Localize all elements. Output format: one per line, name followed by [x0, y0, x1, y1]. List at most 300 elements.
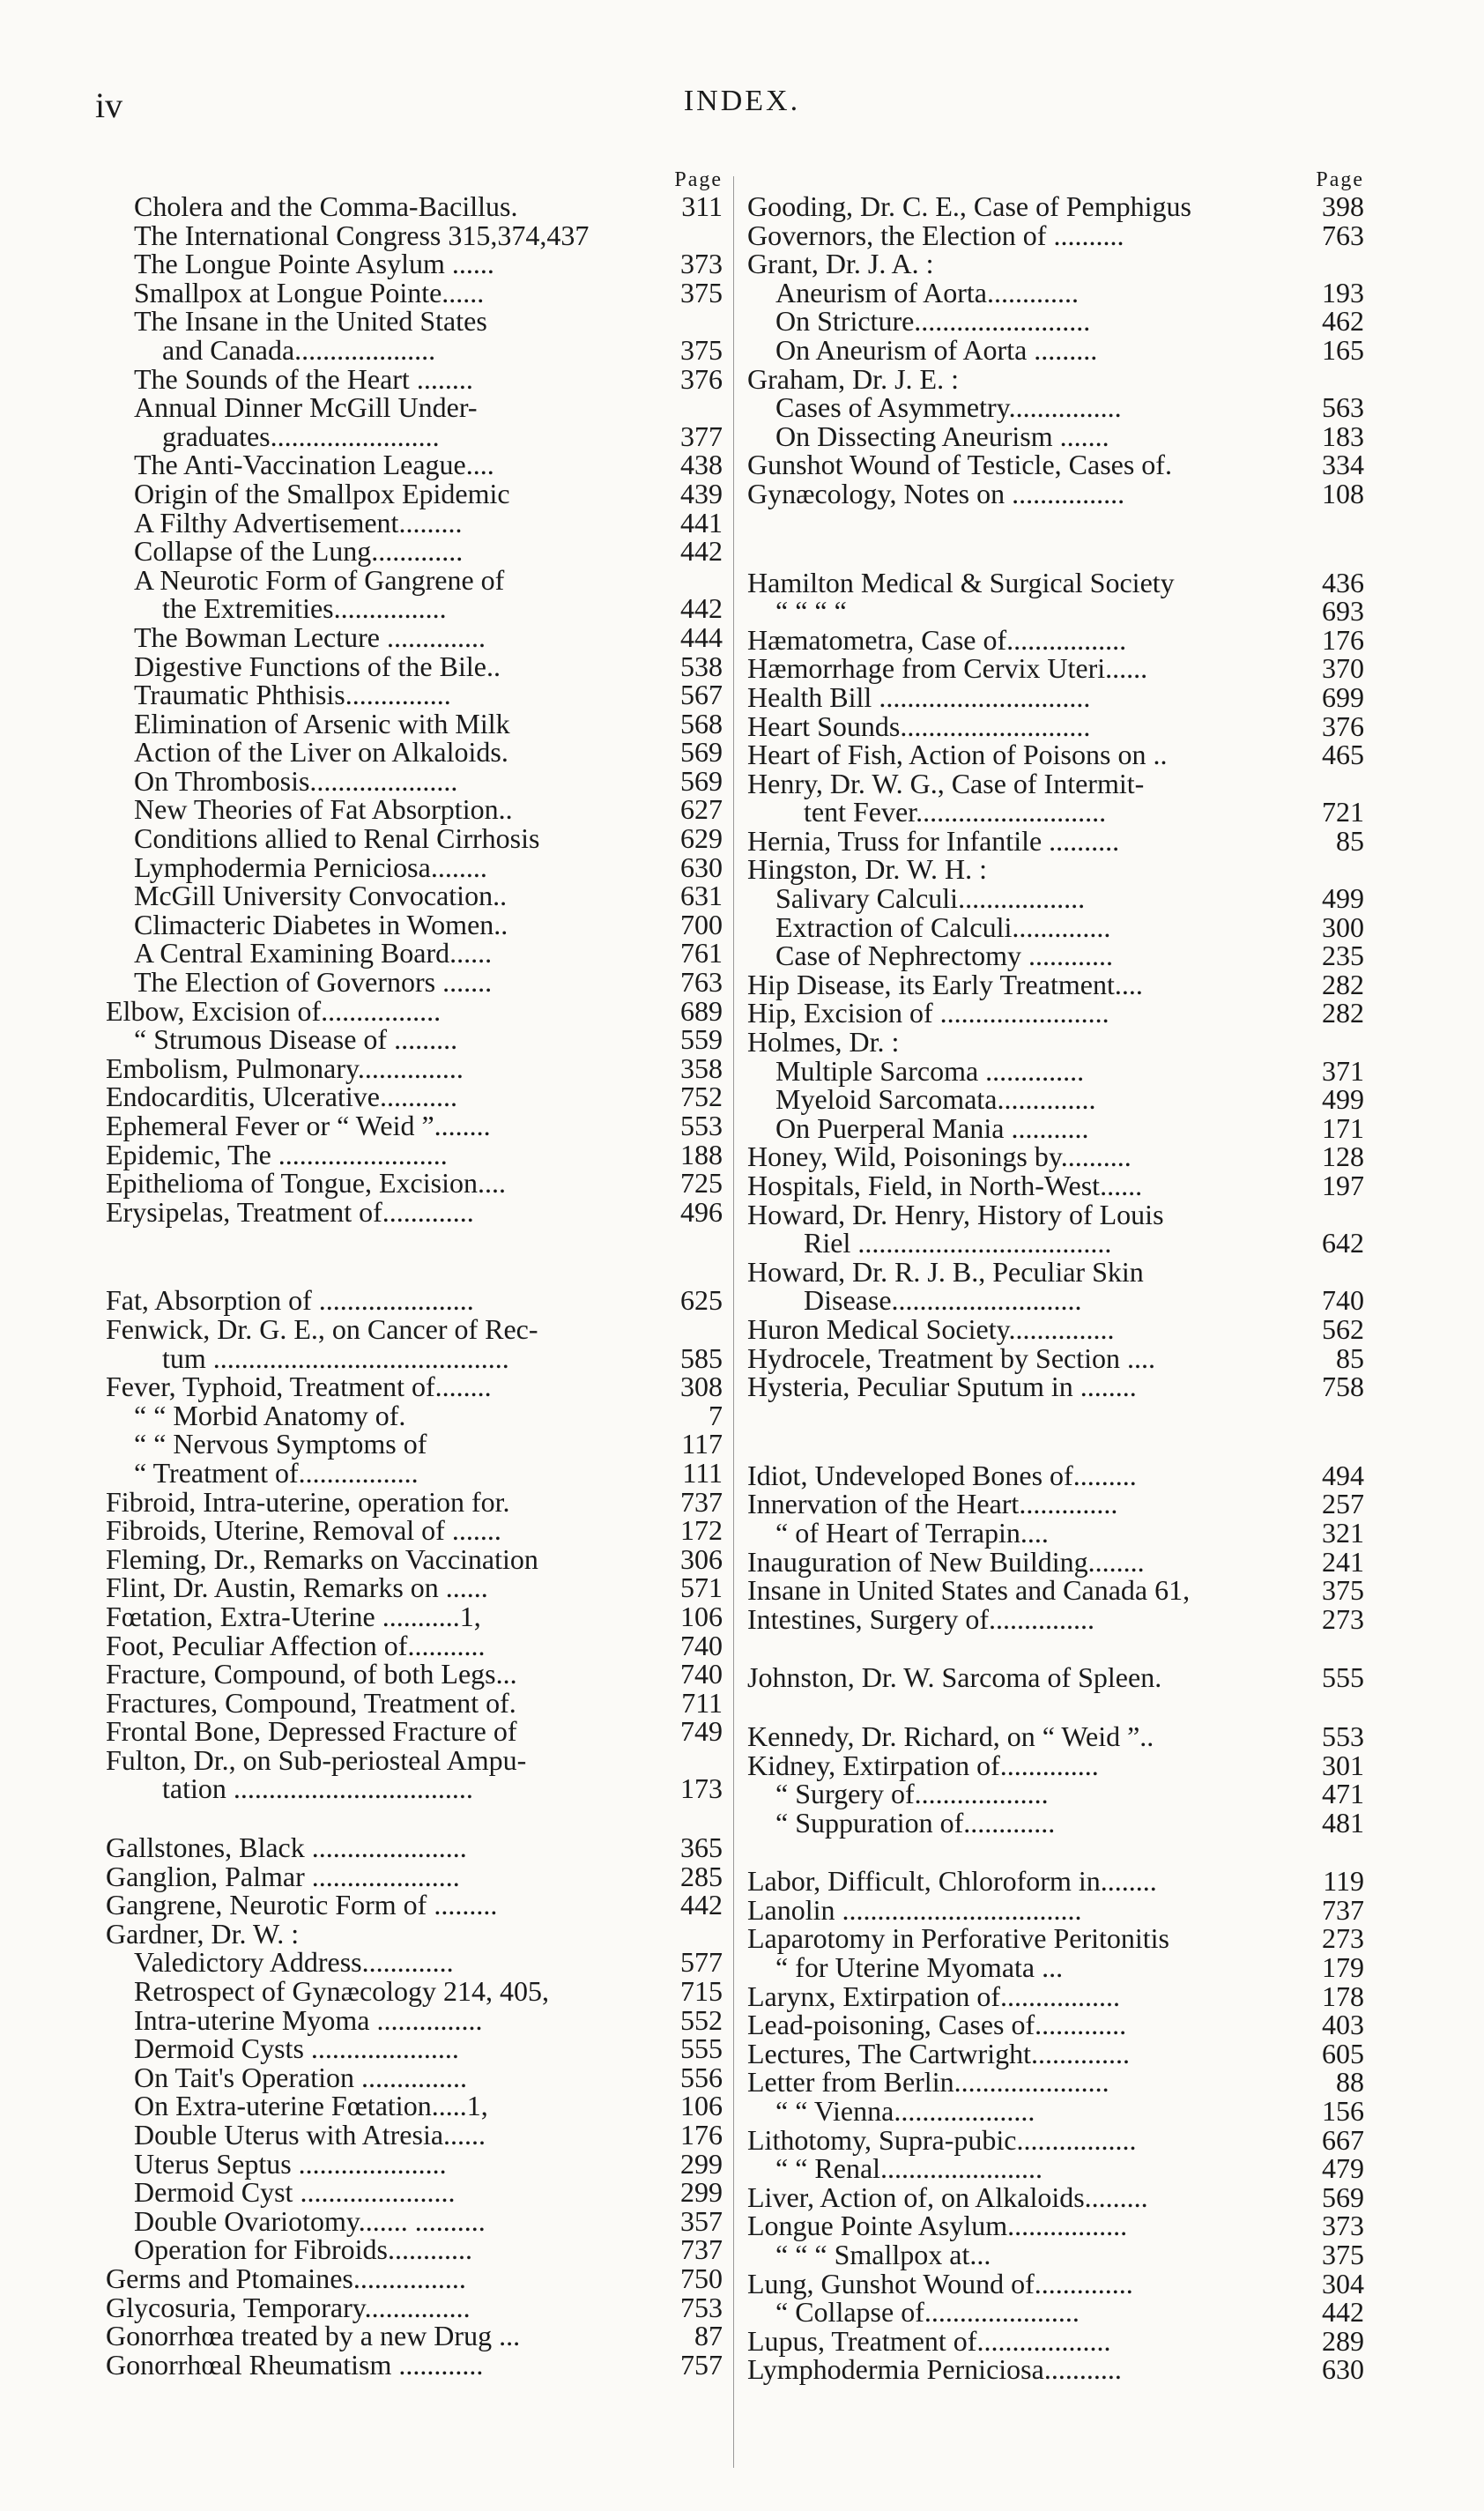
- index-entry: [747, 2068, 1364, 2097]
- index-entry-text: tent Fever...........................: [804, 796, 1107, 828]
- index-entry-text: “ “ “ Smallpox at...: [775, 2239, 991, 2270]
- index-entry-page: 193: [1322, 276, 1364, 308]
- index-entry-text: Holmes, Dr. :: [747, 1026, 900, 1059]
- index-entry: [747, 654, 1364, 683]
- index-entry-text: Letter from Berlin......................: [747, 2066, 1109, 2099]
- index-entry-text: tation ..................................: [162, 1772, 473, 1805]
- index-entry: [747, 1602, 1364, 1635]
- index-entry: [747, 680, 1364, 713]
- index-entry-text: Lectures, The Cartwright..............: [747, 2037, 1130, 2069]
- index-entry: [747, 1663, 1364, 1692]
- index-entry: [747, 910, 1364, 943]
- index-entry-page: 128: [1322, 1140, 1364, 1173]
- index-entry: [747, 1692, 1364, 1722]
- index-entry-page: 757: [680, 2348, 723, 2381]
- index-entry-text: Honey, Wild, Poisonings by..........: [747, 1140, 1132, 1173]
- index-entry: [747, 1286, 1364, 1315]
- index-entry: [747, 2298, 1364, 2327]
- index-entry: [106, 652, 723, 681]
- index-entry: [106, 1833, 723, 1862]
- index-entry-page: 183: [1322, 420, 1364, 452]
- index-entry-text: Laparotomy in Perforative Peritonitis: [747, 1922, 1169, 1955]
- index-entry-text: Hydrocele, Treatment by Section ....: [747, 1341, 1156, 1374]
- index-entry: [747, 2324, 1364, 2357]
- index-entry-text: Howard, Dr. R. J. B., Peculiar Skin: [747, 1255, 1144, 1288]
- index-entry: [747, 221, 1364, 250]
- index-entry: [747, 1111, 1364, 1144]
- index-entry-text: A Neurotic Form of Gangrene of: [134, 563, 505, 596]
- index-entry-page: 538: [680, 650, 723, 682]
- index-entry-text: Gunshot Wound of Testicle, Cases of.: [747, 449, 1172, 481]
- index-entry-text: Annual Dinner McGill Under-: [134, 391, 478, 424]
- index-entry-text: Fibroid, Intra-uterine, operation for.: [106, 1485, 510, 1518]
- index-entry-text: Gooding, Dr. C. E., Case of Pemphigus: [747, 190, 1191, 222]
- running-head: INDEX.: [683, 85, 801, 117]
- index-entry: [106, 2235, 723, 2264]
- index-entry: [106, 1111, 723, 1140]
- index-entry: [106, 968, 723, 997]
- index-entry-page: 436: [1322, 566, 1364, 598]
- index-entry-page: 761: [680, 937, 723, 969]
- index-entry-text: Double Ovariotomy....... ..........: [134, 2204, 486, 2237]
- index-entry-text: “ Treatment of.................: [134, 1456, 419, 1489]
- index-entry-text: Intestines, Surgery of...............: [747, 1602, 1095, 1635]
- index-entry-text: The Election of Governors .......: [134, 966, 493, 999]
- index-entry-text: Disease...........................: [804, 1284, 1082, 1317]
- index-entry: [747, 307, 1364, 336]
- index-entry-page: 304: [1322, 2267, 1364, 2299]
- index-entry-text: Gangrene, Neurotic Form of .........: [106, 1889, 498, 1921]
- index-entry-page: 631: [680, 880, 723, 912]
- index-entry: [747, 249, 1364, 279]
- index-entry-page: 715: [680, 1975, 723, 2008]
- index-entry: [747, 393, 1364, 422]
- index-entry: [747, 798, 1364, 827]
- index-entry-text: Cholera and the Comma-Bacillus.: [134, 190, 518, 222]
- index-entry: [747, 941, 1364, 970]
- index-entry-text: Fleming, Dr., Remarks on Vaccination: [106, 1542, 538, 1575]
- index-entry: [747, 1633, 1364, 1663]
- index-entry: [106, 620, 723, 653]
- index-entry: [106, 1891, 723, 1920]
- index-entry-page: 689: [680, 994, 723, 1027]
- index-entry-text: Germs and Ptomaines................: [106, 2262, 466, 2294]
- index-entry: [747, 2211, 1364, 2240]
- index-entry-page: 376: [680, 362, 723, 395]
- index-entry-text: Retrospect of Gynæcology 214, 405,: [134, 1975, 550, 2008]
- index-entry-text: Johnston, Dr. W. Sarcoma of Spleen.: [747, 1661, 1162, 1694]
- index-entry-text: Innervation of the Heart..............: [747, 1488, 1118, 1520]
- index-entry-page: 87: [694, 2320, 723, 2352]
- index-entry: [106, 680, 723, 709]
- right-index-list: [747, 192, 1364, 2384]
- index-entry-text: Digestive Functions of the Bile..: [134, 650, 501, 682]
- index-entry: [106, 910, 723, 940]
- index-entry-page: 301: [1322, 1749, 1364, 1781]
- index-entry-page: 737: [1322, 1893, 1364, 1926]
- index-entry-text: On Extra-uterine Fœtation.....1,: [134, 2090, 488, 2122]
- index-entry: [747, 1171, 1364, 1200]
- index-entry-page: 740: [680, 1658, 723, 1690]
- index-entry: [747, 1229, 1364, 1258]
- index-entry: [106, 2003, 723, 2036]
- index-entry-page: 365: [680, 1831, 723, 1864]
- index-entry-text: Extraction of Calculi..............: [775, 910, 1111, 943]
- index-entry-text: Fibroids, Uterine, Removal of .......: [106, 1514, 501, 1547]
- index-entry: [747, 1054, 1364, 1087]
- index-entry-page: 373: [1322, 2210, 1364, 2242]
- index-entry-text: Fractures, Compound, Treatment of.: [106, 1686, 516, 1719]
- index-entry: [747, 2355, 1364, 2384]
- index-entry: [747, 970, 1364, 999]
- index-entry: [106, 1686, 723, 1719]
- index-entry-page: 241: [1322, 1545, 1364, 1578]
- index-entry-text: On Dissecting Aneurism .......: [775, 420, 1109, 452]
- index-entry: [747, 824, 1364, 857]
- index-entry: [747, 1372, 1364, 1401]
- index-entry-page: 377: [680, 420, 723, 452]
- index-entry-page: 569: [680, 764, 723, 797]
- index-entry: [106, 479, 723, 509]
- index-entry: [747, 1722, 1364, 1751]
- index-entry-page: 494: [1322, 1459, 1364, 1491]
- index-entry-text: Myeloid Sarcomata..............: [775, 1083, 1096, 1116]
- index-entry: [747, 276, 1364, 308]
- index-entry-page: 763: [680, 966, 723, 999]
- index-entry: [106, 1372, 723, 1401]
- index-entry: [106, 2178, 723, 2207]
- index-entry-text: The Anti-Vaccination League....: [134, 449, 494, 481]
- index-entry-text: Henry, Dr. W. G., Case of Intermit-: [747, 767, 1145, 799]
- index-entry: [747, 769, 1364, 799]
- index-entry-text: Uterus Septus .....................: [134, 2147, 447, 2180]
- index-entry-text: tum ..........................................: [162, 1341, 509, 1374]
- index-entry: [747, 192, 1364, 221]
- index-entry: [747, 479, 1364, 509]
- page-number: iv: [95, 85, 123, 125]
- index-entry-text: Elbow, Excision of.................: [106, 994, 441, 1027]
- index-entry: [106, 307, 723, 336]
- index-entry-page: 752: [680, 1081, 723, 1113]
- index-entry: [106, 1948, 723, 1977]
- index-entry-text: Frontal Bone, Depressed Fracture of: [106, 1715, 517, 1748]
- index-entry-page: 375: [680, 276, 723, 308]
- index-entry-page: 438: [680, 449, 723, 481]
- index-entry-page: 165: [1322, 333, 1364, 366]
- index-entry-page: 439: [680, 477, 723, 509]
- index-entry-text: “ “ Vienna....................: [775, 2095, 1035, 2128]
- index-entry-page: 308: [680, 1371, 723, 1403]
- index-entry-text: Foot, Peculiar Affection of...........: [106, 1629, 486, 1661]
- index-entry: [106, 2121, 723, 2150]
- index-entry-page: 106: [680, 2090, 723, 2122]
- index-entry: [747, 1893, 1364, 1926]
- index-entry: [106, 853, 723, 882]
- index-entry-page: 444: [680, 620, 723, 653]
- index-entry-text: Howard, Dr. Henry, History of Louis: [747, 1198, 1164, 1230]
- index-entry-page: 88: [1336, 2066, 1364, 2099]
- index-entry: [106, 1516, 723, 1545]
- index-entry-page: 321: [1322, 1516, 1364, 1549]
- index-entry-page: 156: [1322, 2095, 1364, 2128]
- index-entry: [747, 2010, 1364, 2039]
- index-entry-text: Labor, Difficult, Chloroform in........: [747, 1865, 1157, 1898]
- index-entry: [106, 563, 723, 596]
- index-entry-text: Flint, Dr. Austin, Remarks on ......: [106, 1571, 488, 1604]
- index-entry-text: Grant, Dr. J. A. :: [747, 248, 934, 280]
- index-entry: [106, 795, 723, 824]
- index-entry-text: Insane in United States and Canada 61,: [747, 1574, 1191, 1607]
- index-entry-text: Erysipelas, Treatment of.............: [106, 1195, 474, 1228]
- index-entry-text: The Longue Pointe Asylum ......: [134, 248, 494, 280]
- index-entry-page: 630: [680, 851, 723, 883]
- index-entry-page: 753: [680, 2291, 723, 2323]
- index-entry-page: 630: [1322, 2353, 1364, 2386]
- index-entry-page: 569: [1322, 2180, 1364, 2213]
- index-entry: [747, 884, 1364, 913]
- index-entry: [106, 221, 723, 250]
- index-entry-page: 569: [680, 736, 723, 769]
- index-entry-text: Huron Medical Society...............: [747, 1312, 1115, 1345]
- index-entry: [747, 1779, 1364, 1809]
- index-entry: [106, 1226, 723, 1256]
- index-entry-text: A Filthy Advertisement.........: [134, 506, 463, 539]
- index-entry-text: Fenwick, Dr. G. E., on Cancer of Rec-: [106, 1312, 538, 1345]
- index-entry: [106, 939, 723, 968]
- index-entry-text: The Insane in the United States: [134, 305, 487, 338]
- index-entry-text: “ “ “ “: [775, 595, 847, 628]
- index-entry: [747, 1461, 1364, 1490]
- index-entry-text: graduates........................: [162, 420, 440, 452]
- index-entry: [106, 2322, 723, 2351]
- index-entry-page: 108: [1322, 477, 1364, 509]
- index-entry-page: 178: [1322, 1980, 1364, 2012]
- index-entry-text: Lead-poisoning, Cases of.............: [747, 2009, 1127, 2041]
- index-entry-page: 375: [1322, 2239, 1364, 2270]
- index-entry: [747, 1312, 1364, 1345]
- index-entry: [106, 1169, 723, 1198]
- index-entry: [747, 1142, 1364, 1171]
- index-entry: [106, 594, 723, 623]
- index-entry-text: Fever, Typhoid, Treatment of........: [106, 1371, 492, 1403]
- index-entry-page: 627: [680, 793, 723, 826]
- index-entry-text: Idiot, Undeveloped Bones of.........: [747, 1459, 1137, 1491]
- index-entry-page: 299: [680, 2176, 723, 2209]
- index-entry-page: 479: [1322, 2152, 1364, 2185]
- index-entry: [747, 1982, 1364, 2011]
- index-entry-text: “ Surgery of...................: [775, 1778, 1049, 1810]
- index-entry: [106, 1341, 723, 1374]
- index-entry-text: Climacteric Diabetes in Women..: [134, 908, 508, 940]
- index-entry-text: Elimination of Arsenic with Milk: [134, 707, 510, 739]
- index-entry: [747, 597, 1364, 626]
- index-entry-page: 282: [1322, 968, 1364, 1000]
- index-entry: [106, 2264, 723, 2293]
- index-entry: [747, 362, 1364, 395]
- index-entry-text: the Extremities................: [162, 592, 447, 625]
- index-entry-page: 376: [1322, 709, 1364, 742]
- index-entry-page: 568: [680, 707, 723, 739]
- index-entry-page: 111: [682, 1456, 723, 1489]
- index-entry-page: 496: [680, 1195, 723, 1228]
- index-entry-page: 334: [1322, 449, 1364, 481]
- index-entry-page: 188: [680, 1138, 723, 1170]
- index-entry: [106, 2348, 723, 2381]
- index-entry-page: 117: [681, 1428, 723, 1460]
- index-entry-text: Multiple Sarcoma ..............: [775, 1054, 1085, 1087]
- index-entry-page: 257: [1322, 1488, 1364, 1520]
- index-entry-page: 749: [680, 1715, 723, 1748]
- index-entry: [106, 422, 723, 451]
- index-entry-page: 585: [680, 1341, 723, 1374]
- index-entry-text: Ephemeral Fever or “ Weid ”........: [106, 1110, 491, 1141]
- index-entry: [106, 1082, 723, 1111]
- index-entry-text: Epithelioma of Tongue, Excision....: [106, 1167, 506, 1200]
- index-entry: [106, 393, 723, 422]
- index-entry-page: 571: [680, 1571, 723, 1604]
- index-entry-text: Gonorrhœal Rheumatism ............: [106, 2348, 484, 2381]
- index-entry: [747, 1837, 1364, 1867]
- index-entry-page: 555: [680, 2032, 723, 2065]
- index-entry-page: 563: [1322, 391, 1364, 424]
- right-page-heading: Page: [1316, 168, 1364, 191]
- index-entry-text: Embolism, Pulmonary...............: [106, 1051, 464, 1084]
- index-entry: [747, 450, 1364, 479]
- index-entry-text: On Tait's Operation ...............: [134, 2061, 467, 2093]
- index-entry: [747, 1576, 1364, 1605]
- index-entry-text: Liver, Action of, on Alkaloids.........: [747, 2180, 1148, 2213]
- index-entry-text: Origin of the Smallpox Epidemic: [134, 477, 510, 509]
- index-entry-text: Ganglion, Palmar .....................: [106, 1860, 460, 1892]
- index-entry: [106, 362, 723, 395]
- index-entry-text: Gardner, Dr. W. :: [106, 1917, 300, 1950]
- index-entry-text: Lymphodermia Perniciosa...........: [747, 2353, 1122, 2386]
- index-entry-page: 462: [1322, 305, 1364, 338]
- index-entry-page: 176: [1322, 623, 1364, 656]
- index-entry: [747, 1545, 1364, 1578]
- left-index-list: [106, 192, 723, 2379]
- index-entry-text: Hip Disease, its Early Treatment....: [747, 968, 1143, 1000]
- index-entry: [747, 623, 1364, 656]
- index-entry: [106, 1051, 723, 1084]
- index-entry-page: 750: [680, 2262, 723, 2294]
- index-entry-page: 465: [1322, 739, 1364, 771]
- index-entry: [747, 2123, 1364, 2156]
- index-entry: [747, 1751, 1364, 1780]
- index-entry: [106, 2063, 723, 2092]
- index-entry-page: 173: [680, 1772, 723, 1805]
- index-entry-text: Lymphodermia Perniciosa........: [134, 851, 487, 883]
- column-divider: [733, 176, 734, 2468]
- index-entry: [106, 764, 723, 797]
- left-column: [106, 167, 723, 2379]
- index-entry-text: On Stricture.........................: [775, 305, 1091, 338]
- index-entry: [106, 506, 723, 539]
- index-entry: [106, 1256, 723, 1286]
- index-entry-text: Fracture, Compound, of both Legs...: [106, 1658, 517, 1690]
- index-entry-text: Hysteria, Peculiar Sputum in ........: [747, 1371, 1137, 1403]
- index-entry: [747, 2240, 1364, 2270]
- index-entry: [106, 738, 723, 767]
- index-entry: [106, 1977, 723, 2006]
- index-entry-page: 441: [680, 506, 723, 539]
- index-entry: [747, 568, 1364, 598]
- index-entry-text: Hæmatometra, Case of.................: [747, 623, 1127, 656]
- index-entry: [106, 1430, 723, 1459]
- index-entry-page: 172: [680, 1514, 723, 1547]
- index-entry-page: 398: [1322, 190, 1364, 222]
- index-entry: [106, 994, 723, 1027]
- index-entry: [747, 1401, 1364, 1431]
- index-entry-text: Endocarditis, Ulcerative...........: [106, 1081, 457, 1113]
- index-entry: [747, 333, 1364, 366]
- index-entry: [106, 333, 723, 366]
- index-entry-text: “ “ Nervous Symptoms of: [134, 1428, 427, 1460]
- index-entry-page: 403: [1322, 2009, 1364, 2041]
- index-entry: [747, 855, 1364, 884]
- index-entry: [106, 2204, 723, 2237]
- index-entry-text: Lithotomy, Supra-pubic.................: [747, 2123, 1137, 2156]
- index-entry-text: Fat, Absorption of ......................: [106, 1284, 474, 1317]
- index-entry: [747, 509, 1364, 539]
- index-entry: [747, 539, 1364, 568]
- index-entry-page: 442: [1322, 2296, 1364, 2329]
- index-entry: [747, 1490, 1364, 1519]
- index-entry-page: 740: [680, 1629, 723, 1661]
- index-entry-page: 7: [709, 1399, 723, 1431]
- index-entry-page: 370: [1322, 652, 1364, 685]
- index-entry-page: 711: [681, 1686, 723, 1719]
- index-entry-text: Health Bill ..............................: [747, 680, 1091, 713]
- index-entry: [106, 2034, 723, 2063]
- index-entry-page: 85: [1336, 1341, 1364, 1374]
- index-entry: [747, 1516, 1364, 1549]
- index-entry-text: Inauguration of New Building........: [747, 1545, 1145, 1578]
- index-entry-text: Longue Pointe Asylum.................: [747, 2210, 1128, 2242]
- index-entry-page: 567: [680, 679, 723, 711]
- index-entry-page: 306: [680, 1542, 723, 1575]
- index-entry-text: Intra-uterine Myoma ...............: [134, 2003, 483, 2036]
- index-entry-text: Hamilton Medical & Surgical Society: [747, 566, 1175, 598]
- index-entry-text: Operation for Fibroids............: [134, 2233, 472, 2266]
- index-entry-text: Double Uterus with Atresia......: [134, 2119, 486, 2151]
- index-entry: [747, 1341, 1364, 1374]
- index-entry-page: 699: [1322, 680, 1364, 713]
- index-entry-page: 282: [1322, 997, 1364, 1029]
- right-column: [747, 167, 1364, 2384]
- index-entry-text: “ “ Renal.......................: [775, 2152, 1043, 2185]
- index-entry-text: Hingston, Dr. W. H. :: [747, 853, 988, 886]
- index-entry-page: 119: [1323, 1865, 1364, 1898]
- index-entry-page: 556: [680, 2061, 723, 2093]
- index-entry: [106, 1803, 723, 1833]
- index-entry: [747, 1806, 1364, 1839]
- index-entry: [106, 2091, 723, 2121]
- index-entry-page: 471: [1322, 1778, 1364, 1810]
- index-entry-page: 373: [680, 248, 723, 280]
- index-entry-page: 442: [680, 1889, 723, 1921]
- index-entry: [747, 1255, 1364, 1288]
- index-entry: [106, 881, 723, 910]
- index-entry-page: 179: [1322, 1951, 1364, 1984]
- index-entry-text: Lupus, Treatment of...................: [747, 2324, 1111, 2357]
- index-entry-page: 197: [1322, 1170, 1364, 1201]
- index-entry-page: 758: [1322, 1371, 1364, 1403]
- index-entry-text: Kidney, Extirpation of..............: [747, 1749, 1099, 1781]
- index-entry-text: New Theories of Fat Absorption..: [134, 793, 513, 826]
- index-entry-text: Larynx, Extirpation of.................: [747, 1980, 1121, 2012]
- index-entry-page: 289: [1322, 2324, 1364, 2357]
